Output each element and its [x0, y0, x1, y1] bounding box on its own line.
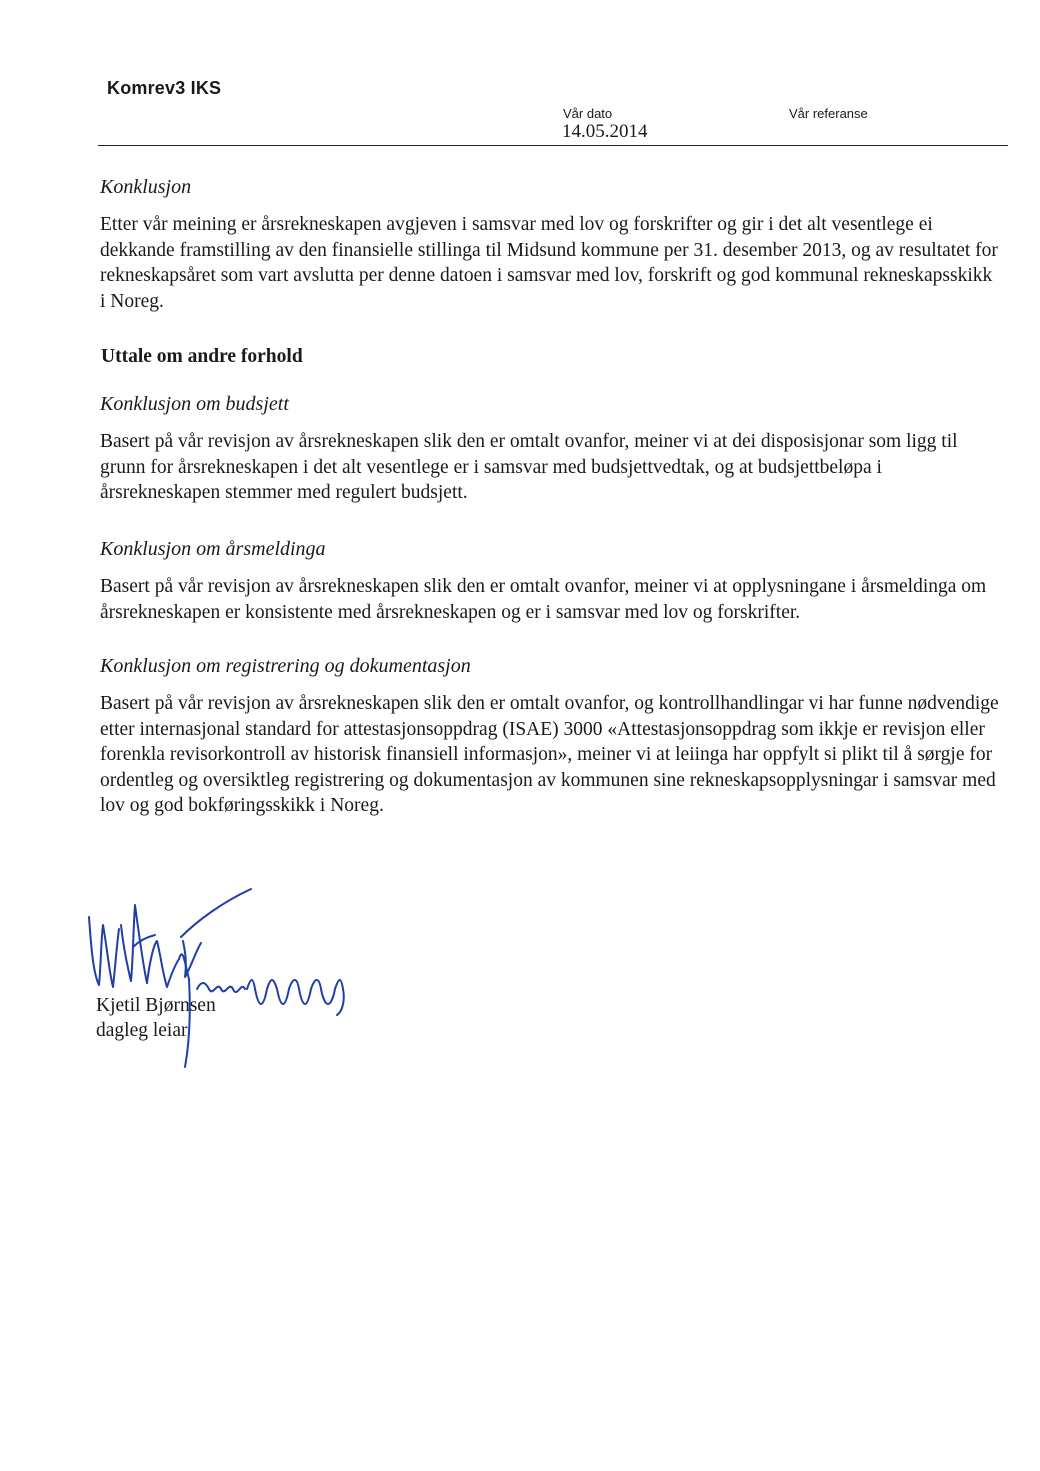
- our-date-label: Vår dato: [563, 106, 613, 121]
- signer-name: Kjetil Bjørnsen: [96, 995, 216, 1016]
- conclusion-heading: Konklusjon: [100, 176, 192, 198]
- annual-report-heading: Konklusjon om årsmeldinga: [100, 538, 326, 560]
- our-reference-label: Vår referanse: [789, 106, 868, 121]
- our-date-value: 14.05.2014: [562, 121, 648, 142]
- organization-name: Komrev3 IKS: [107, 78, 222, 98]
- other-matters-heading: Uttale om andre forhold: [101, 346, 303, 367]
- handwritten-signature: [85, 885, 355, 1075]
- header-divider: [98, 145, 1008, 146]
- signature-block: [85, 885, 355, 1075]
- conclusion-paragraph: Etter vår meining er årsrekneskapen avgjeven i samsvar med lov og forskrifter og gir i det alt vesentlege ei dekkande framstilling av den finansielle stillinga til Midsund kommune per 31. desember 2013, og av resultatet for rekneskapsåret som vart avslutta per denne datoen i samsvar med lov, forskrift og god kommunal rekneskapsskikk i Noreg.: [100, 214, 998, 312]
- registration-heading: Konklusjon om registrering og dokumentasjon: [100, 655, 471, 677]
- budget-paragraph: Basert på vår revisjon av årsrekneskapen slik den er omtalt ovanfor, meiner vi at dei disposisjonar som ligg til grunn for årsrekneskapen i det alt vesentlege er i samsvar med budsjettvedtak, og at budsjettbeløpa i årsrekneskapen stemmer med regulert budsjett.: [100, 431, 958, 503]
- registration-paragraph: Basert på vår revisjon av årsrekneskapen slik den er omtalt ovanfor, og kontrollhandlingar vi har funne nødvendige etter internasjonal standard for attestasjonsoppdrag (ISAE) 3000 «Attestasjonsoppdrag som ikkje er revisjon eller forenkla revisorkontroll av historisk finansiell informasjon», meiner vi at leiinga har oppfylt si plikt til å sørgje for ordentleg og oversiktleg registrering og dokumentasjon av kommunen sine rekneskapsopplysningar i samsvar med lov og god bokføringsskikk i Noreg.: [100, 693, 999, 816]
- annual-report-paragraph: Basert på vår revisjon av årsrekneskapen slik den er omtalt ovanfor, meiner vi at opplysningane i årsmeldinga om årsrekneskapen er konsistente med årsrekneskapen og er i samsvar med lov og forskrifter.: [100, 576, 987, 623]
- budget-heading: Konklusjon om budsjett: [100, 393, 289, 415]
- signer-title: dagleg leiar: [96, 1020, 188, 1041]
